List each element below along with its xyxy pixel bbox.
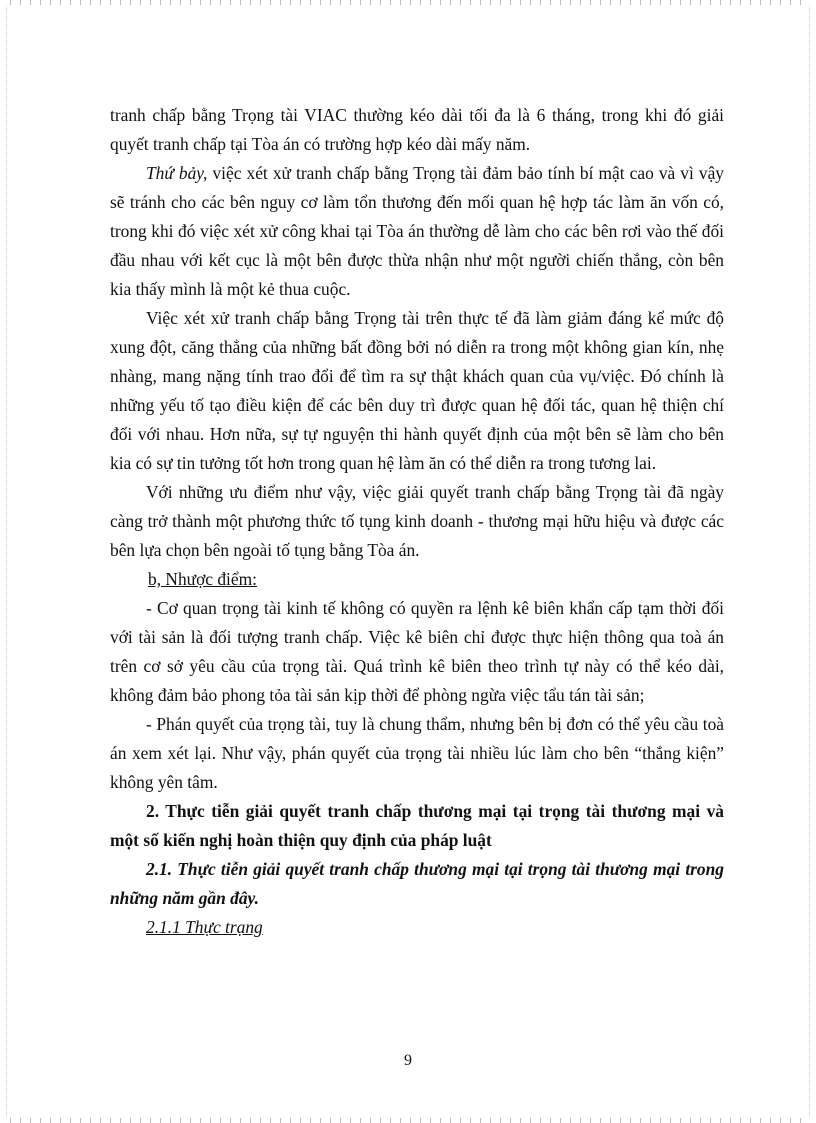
ruler-tick: [580, 0, 581, 5]
ruler-tick: [330, 1118, 331, 1123]
ruler-tick: [250, 1118, 251, 1123]
ruler-tick: [100, 0, 101, 5]
ruler-tick: [760, 1118, 761, 1123]
ruler-tick: [780, 0, 781, 5]
ruler-tick: [710, 0, 711, 5]
paragraph-thu-bay: [110, 159, 724, 304]
ruler-tick: [410, 1118, 411, 1123]
heading-section-2: 2. Thực tiễn giải quyết tranh chấp thương mại tại trọng tài thương mại và một số kiến nghị hoàn thiện quy định của pháp luật: [110, 801, 724, 850]
heading-section-2-1: 2.1. Thực tiễn giải quyết tranh chấp thương mại tại trọng tài thương mại trong những năm gần đây.: [110, 859, 724, 908]
ruler-tick: [200, 1118, 201, 1123]
ruler-tick: [620, 1118, 621, 1123]
ruler-tick: [750, 1118, 751, 1123]
ruler-tick: [130, 0, 131, 5]
ruler-tick: [770, 0, 771, 5]
ruler-tick: [520, 1118, 521, 1123]
ruler-tick: [310, 0, 311, 5]
ruler-tick: [730, 0, 731, 5]
ruler-tick: [510, 0, 511, 5]
ruler-tick: [80, 0, 81, 5]
ruler-tick: [90, 1118, 91, 1123]
ruler-tick: [660, 1118, 661, 1123]
ruler-tick: [330, 0, 331, 5]
ruler-tick: [540, 0, 541, 5]
ruler-tick: [540, 1118, 541, 1123]
ruler-tick: [630, 1118, 631, 1123]
ruler-tick: [480, 1118, 481, 1123]
ruler-tick: [480, 0, 481, 5]
ruler-tick: [730, 1118, 731, 1123]
ruler-tick: [450, 0, 451, 5]
ruler-tick: [460, 1118, 461, 1123]
ruler-tick: [230, 0, 231, 5]
heading-section-2-1-1: 2.1.1 Thực trạng: [146, 917, 263, 937]
ruler-tick: [670, 0, 671, 5]
ruler-tick: [560, 0, 561, 5]
ruler-tick: [640, 1118, 641, 1123]
bottom-ruler-ticks: [0, 1117, 816, 1123]
ruler-tick: [800, 1118, 801, 1123]
ruler-tick: [270, 1118, 271, 1123]
ruler-tick: [720, 0, 721, 5]
ruler-tick: [300, 0, 301, 5]
ruler-tick: [790, 1118, 791, 1123]
paragraph-text: việc xét xử tranh chấp bằng Trọng tài đảm bảo tính bí mật cao và vì vậy sẽ tránh cho các bên nguy cơ làm tổn thương đến mối quan hệ hợp tác làm ăn vốn có, trong khi đó việc xét xử công khai tại Tòa án thường dễ làm cho các bên rơi vào thế đối đầu nhau với kết cục là một bên được thừa nhận như một người chiến thắng, còn bên kia thấy mình là một kẻ thua cuộc.: [110, 163, 724, 299]
ruler-tick: [30, 1118, 31, 1123]
ruler-tick: [320, 0, 321, 5]
ruler-tick: [440, 1118, 441, 1123]
ruler-tick: [10, 1118, 11, 1123]
ruler-tick: [470, 1118, 471, 1123]
ruler-tick: [670, 1118, 671, 1123]
ruler-tick: [490, 1118, 491, 1123]
ruler-tick: [300, 1118, 301, 1123]
ruler-tick: [610, 1118, 611, 1123]
ruler-tick: [210, 1118, 211, 1123]
ruler-tick: [50, 1118, 51, 1123]
ruler-tick: [240, 1118, 241, 1123]
ruler-tick: [170, 1118, 171, 1123]
ruler-tick: [10, 0, 11, 5]
paragraph-disadvantage-1: - Cơ quan trọng tài kinh tế không có quyền ra lệnh kê biên khẩn cấp tạm thời đối với tài sản là đối tượng tranh chấp. Việc kê biên chỉ được thực hiện thông qua toà án trên cơ sở yêu cầu của trọng tài. Quá trình kê biên theo trình tự này có thể kéo dài, không đảm bảo phong tỏa tài sản kịp thời để phòng ngừa việc tẩu tán tài sản;: [110, 598, 724, 705]
ruler-tick: [420, 0, 421, 5]
ruler-tick: [200, 0, 201, 5]
ruler-tick: [310, 1118, 311, 1123]
ruler-tick: [240, 0, 241, 5]
ruler-tick: [290, 1118, 291, 1123]
ruler-tick: [160, 0, 161, 5]
ruler-tick: [350, 1118, 351, 1123]
ruler-tick: [680, 1118, 681, 1123]
ruler-tick: [550, 0, 551, 5]
ruler-tick: [150, 1118, 151, 1123]
ruler-tick: [740, 0, 741, 5]
ruler-tick: [610, 0, 611, 5]
ruler-tick: [510, 1118, 511, 1123]
ruler-tick: [760, 0, 761, 5]
ruler-tick: [220, 0, 221, 5]
ruler-tick: [560, 1118, 561, 1123]
ruler-tick: [500, 0, 501, 5]
paragraph-reduced-conflict: Việc xét xử tranh chấp bằng Trọng tài trên thực tế đã làm giảm đáng kể mức độ xung đột, căng thẳng của những bất đồng bởi nó diễn ra trong một không gian kín, nhẹ nhàng, mang nặng tính trao đổi để tìm ra sự thật khách quan của vụ/việc. Đó chính là những yếu tố tạo điều kiện để các bên duy trì được quan hệ đối tác, quan hệ thiện chí đối với nhau. Hơn nữa, sự tự nguyện thi hành quyết định của một bên sẽ làm cho bên kia có sự tin tưởng tốt hơn trong quan hệ làm ăn có thể diễn ra trong tương lai.: [110, 308, 724, 473]
ruler-tick: [230, 1118, 231, 1123]
ruler-tick: [640, 0, 641, 5]
ruler-tick: [160, 1118, 161, 1123]
ruler-tick: [50, 0, 51, 5]
ruler-tick: [340, 1118, 341, 1123]
ruler-tick: [270, 0, 271, 5]
ruler-tick: [90, 0, 91, 5]
ruler-tick: [450, 1118, 451, 1123]
ruler-tick: [400, 0, 401, 5]
page-number: 9: [404, 1052, 412, 1069]
ruler-tick: [600, 0, 601, 5]
ruler-tick: [700, 1118, 701, 1123]
paragraph-disadvantage-2: - Phán quyết của trọng tài, tuy là chung thẩm, nhưng bên bị đơn có thể yêu cầu toà án xem xét lại. Như vậy, phán quyết của trọng tài nhiều lúc làm cho bên “thắng kiện” không yên tâm.: [110, 714, 724, 792]
ruler-tick: [690, 1118, 691, 1123]
ruler-tick: [600, 1118, 601, 1123]
document-body: [110, 101, 724, 942]
ruler-tick: [570, 1118, 571, 1123]
ruler-tick: [550, 1118, 551, 1123]
ruler-tick: [360, 0, 361, 5]
ruler-tick: [220, 1118, 221, 1123]
ruler-tick: [190, 1118, 191, 1123]
ruler-tick: [370, 1118, 371, 1123]
ruler-tick: [380, 0, 381, 5]
ruler-tick: [260, 1118, 261, 1123]
ruler-tick: [530, 1118, 531, 1123]
ruler-tick: [280, 0, 281, 5]
ruler-tick: [580, 1118, 581, 1123]
heading-disadvantages: b, Nhược điểm:: [148, 569, 257, 589]
ruler-tick: [120, 1118, 121, 1123]
ruler-tick: [360, 1118, 361, 1123]
ruler-tick: [210, 0, 211, 5]
ruler-tick: [20, 0, 21, 5]
ruler-tick: [570, 0, 571, 5]
top-ruler-ticks: [0, 0, 816, 6]
ruler-tick: [250, 0, 251, 5]
ruler-tick: [590, 0, 591, 5]
ruler-tick: [340, 0, 341, 5]
ruler-tick: [630, 0, 631, 5]
ruler-tick: [620, 0, 621, 5]
ruler-tick: [750, 0, 751, 5]
ruler-tick: [370, 0, 371, 5]
ruler-tick: [460, 0, 461, 5]
ruler-tick: [350, 0, 351, 5]
ruler-tick: [180, 1118, 181, 1123]
ruler-tick: [390, 1118, 391, 1123]
ruler-tick: [80, 1118, 81, 1123]
ruler-tick: [800, 0, 801, 5]
ruler-tick: [380, 1118, 381, 1123]
ruler-tick: [110, 0, 111, 5]
ruler-tick: [190, 0, 191, 5]
ruler-tick: [490, 0, 491, 5]
ruler-tick: [410, 0, 411, 5]
ruler-tick: [440, 0, 441, 5]
paragraph-advantages-summary: Với những ưu điểm như vậy, việc giải quyết tranh chấp bằng Trọng tài đã ngày càng trở thành một phương thức tố tụng kinh doanh - thương mại hữu hiệu và được các bên lựa chọn bên ngoài tố tụng bằng Tòa án.: [110, 482, 724, 560]
ruler-tick: [720, 1118, 721, 1123]
ruler-tick: [500, 1118, 501, 1123]
ruler-tick: [710, 1118, 711, 1123]
ruler-tick: [530, 0, 531, 5]
ruler-tick: [700, 0, 701, 5]
paragraph-lead-italic: Thứ bảy,: [146, 163, 208, 183]
ruler-tick: [100, 1118, 101, 1123]
ruler-tick: [150, 0, 151, 5]
ruler-tick: [130, 1118, 131, 1123]
ruler-tick: [120, 0, 121, 5]
ruler-tick: [690, 0, 691, 5]
ruler-tick: [770, 1118, 771, 1123]
ruler-tick: [740, 1118, 741, 1123]
ruler-tick: [320, 1118, 321, 1123]
ruler-tick: [260, 0, 261, 5]
ruler-tick: [650, 1118, 651, 1123]
ruler-tick: [390, 0, 391, 5]
ruler-tick: [430, 0, 431, 5]
ruler-tick: [70, 1118, 71, 1123]
ruler-tick: [140, 1118, 141, 1123]
ruler-tick: [110, 1118, 111, 1123]
ruler-tick: [420, 1118, 421, 1123]
ruler-tick: [170, 0, 171, 5]
ruler-tick: [650, 0, 651, 5]
ruler-tick: [590, 1118, 591, 1123]
ruler-tick: [470, 0, 471, 5]
ruler-tick: [400, 1118, 401, 1123]
ruler-tick: [290, 0, 291, 5]
ruler-tick: [790, 0, 791, 5]
ruler-tick: [660, 0, 661, 5]
ruler-tick: [70, 0, 71, 5]
ruler-tick: [60, 1118, 61, 1123]
ruler-tick: [180, 0, 181, 5]
ruler-tick: [520, 0, 521, 5]
ruler-tick: [30, 0, 31, 5]
ruler-tick: [60, 0, 61, 5]
paragraph-continuation: tranh chấp bằng Trọng tài VIAC thường kéo dài tối đa là 6 tháng, trong khi đó giải quyết tranh chấp tại Tòa án có trường hợp kéo dài mấy năm.: [110, 105, 724, 154]
ruler-tick: [430, 1118, 431, 1123]
ruler-tick: [20, 1118, 21, 1123]
ruler-tick: [140, 0, 141, 5]
ruler-tick: [40, 1118, 41, 1123]
ruler-tick: [780, 1118, 781, 1123]
ruler-tick: [40, 0, 41, 5]
ruler-tick: [680, 0, 681, 5]
ruler-tick: [280, 1118, 281, 1123]
